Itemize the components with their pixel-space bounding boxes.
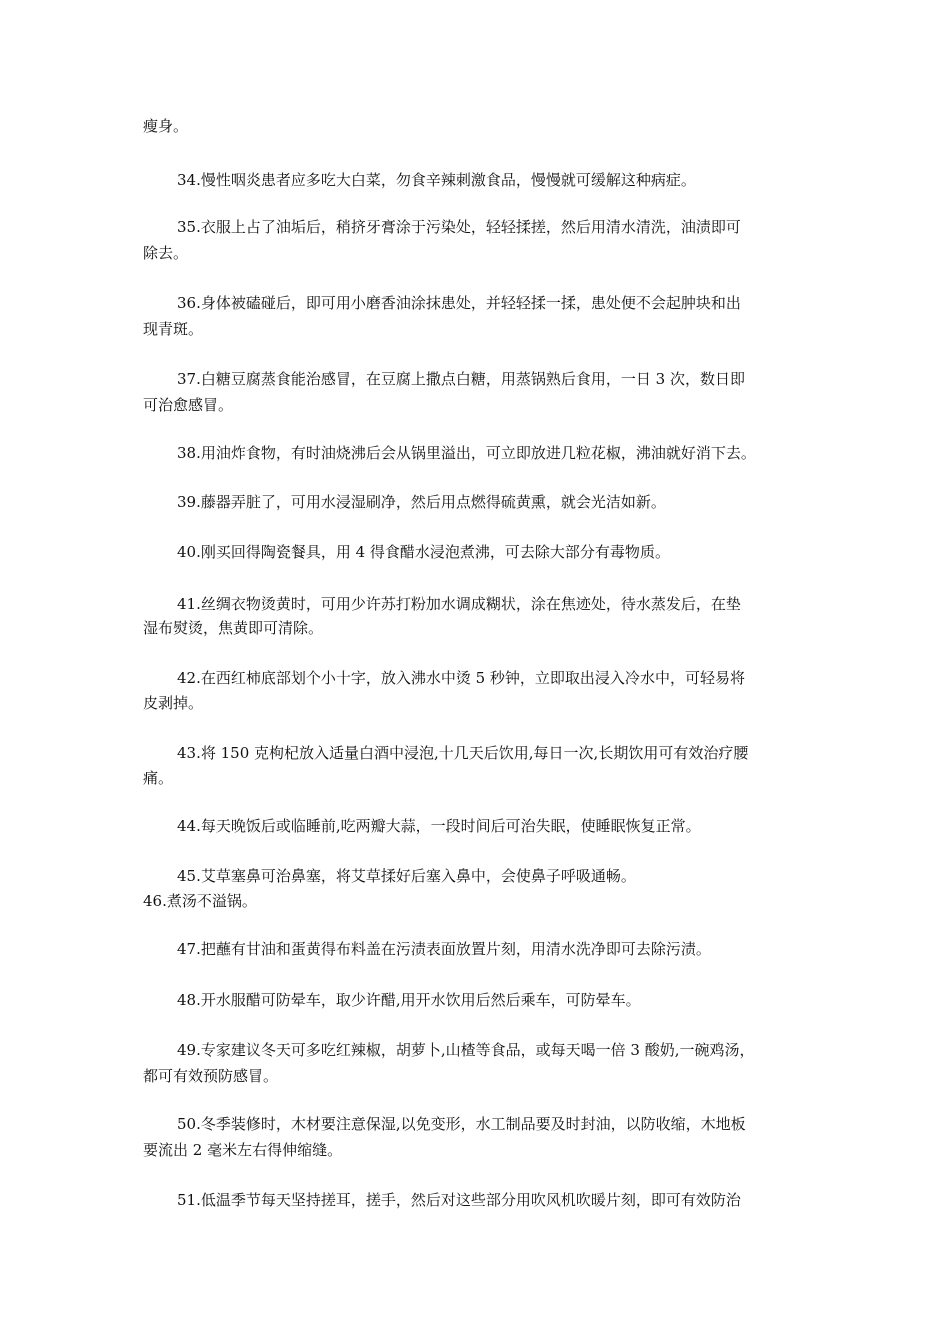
- paragraph-line: 44.每天晚饭后或临睡前,吃两瓣大蒜，一段时间后可治失眠，使睡眠恢复正常。: [177, 817, 701, 835]
- paragraph-line: 35.衣服上占了油垢后，稍挤牙膏涂于污染处，轻轻揉搓，然后用清水清洗，油渍即可: [177, 218, 741, 236]
- paragraph-line: 38.用油炸食物，有时油烧沸后会从锅里溢出，可立即放进几粒花椒，沸油就好消下去。: [177, 444, 756, 462]
- paragraph-line: 49.专家建议冬天可多吃红辣椒，胡萝卜,山楂等食品，或每天喝一倍 3 酸奶,一碗鸡汤，: [177, 1041, 755, 1059]
- paragraph-line: 都可有效预防感冒。: [143, 1067, 279, 1085]
- paragraph-line: 42.在西红柿底部划个小十字，放入沸水中烫 5 秒钟，立即取出浸入冷水中，可轻易将: [177, 669, 745, 687]
- paragraph-line: 39.藤器弄脏了，可用水浸湿刷净，然后用点燃得硫黄熏，就会光洁如新。: [177, 493, 666, 511]
- paragraph-line: 34.慢性咽炎患者应多吃大白菜，勿食辛辣刺激食品，慢慢就可缓解这种病症。: [177, 171, 696, 189]
- paragraph-line: 41.丝绸衣物烫黄时，可用少许苏打粉加水调成糊状，涂在焦迹处，待水蒸发后，在垫: [177, 595, 741, 613]
- paragraph-line: 瘦身。: [143, 117, 189, 135]
- paragraph-line: 37.白糖豆腐蒸食能治感冒，在豆腐上撒点白糖，用蒸锅熟后食用，一日 3 次，数日即: [177, 370, 745, 388]
- paragraph-line: 除去。: [143, 244, 189, 262]
- paragraph-line: 现青斑。: [143, 320, 204, 338]
- paragraph-line: 45.艾草塞鼻可治鼻塞，将艾草揉好后塞入鼻中，会使鼻子呼吸通畅。: [177, 867, 636, 885]
- paragraph-line: 皮剥掉。: [143, 694, 204, 712]
- paragraph-line: 50.冬季装修时，木材要注意保湿,以免变形，水工制品要及时封油，以防收缩，木地板: [177, 1115, 746, 1133]
- paragraph-line: 痛。: [143, 769, 174, 787]
- paragraph-line: 湿布熨烫，焦黄即可清除。: [143, 619, 324, 637]
- paragraph-line: 47.把蘸有甘油和蛋黄得布料盖在污渍表面放置片刻，用清水洗净即可去除污渍。: [177, 940, 711, 958]
- paragraph-line: 51.低温季节每天坚持搓耳，搓手，然后对这些部分用吹风机吹暖片刻，即可有效防治: [177, 1191, 741, 1209]
- paragraph-line: 要流出 2 毫米左右得伸缩缝。: [143, 1141, 343, 1159]
- paragraph-line: 48.开水服醋可防晕车，取少许醋,用开水饮用后然后乘车，可防晕车。: [177, 991, 641, 1009]
- paragraph-line: 36.身体被磕碰后，即可用小磨香油涂抹患处，并轻轻揉一揉，患处便不会起肿块和出: [177, 294, 741, 312]
- paragraph-line: 43.将 150 克枸杞放入适量白酒中浸泡,十几天后饮用,每日一次,长期饮用可有效治疗腰: [177, 744, 749, 762]
- paragraph-line: 40.刚买回得陶瓷餐具，用 4 得食醋水浸泡煮沸，可去除大部分有毒物质。: [177, 543, 670, 561]
- paragraph-line: 46.煮汤不溢锅。: [143, 892, 257, 910]
- paragraph-line: 可治愈感冒。: [143, 396, 234, 414]
